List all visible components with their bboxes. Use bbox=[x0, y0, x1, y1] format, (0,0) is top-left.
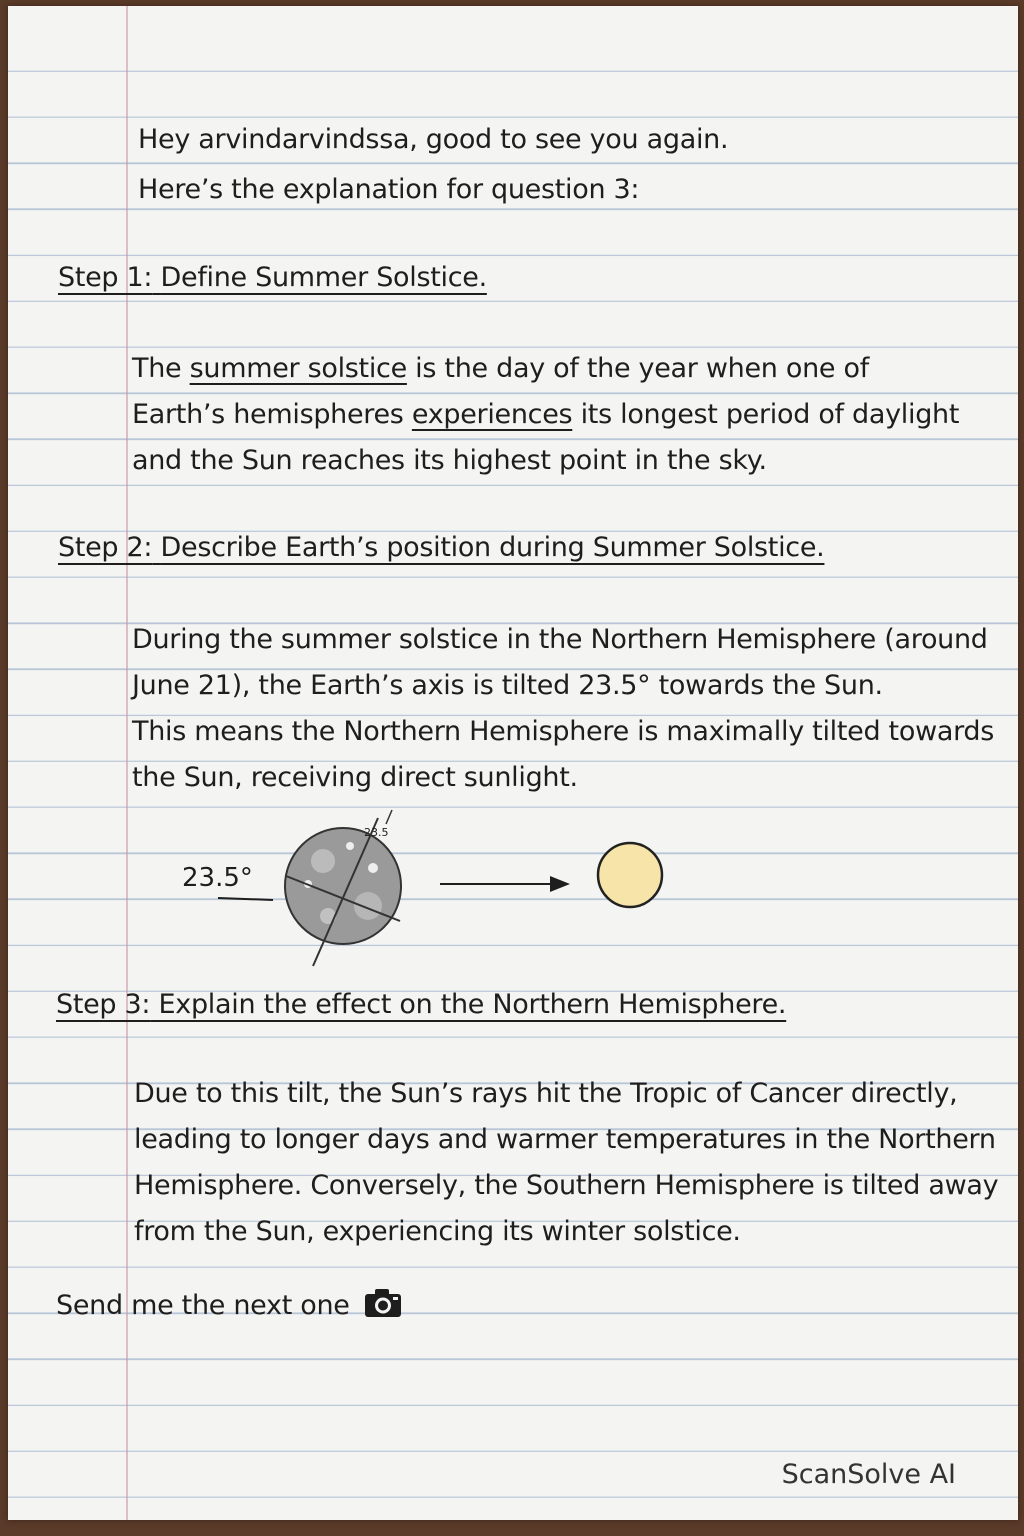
sun-icon bbox=[598, 843, 662, 907]
arrow-right-icon bbox=[440, 876, 570, 892]
step3-paragraph bbox=[134, 1071, 998, 1255]
term-summer-solstice: summer solstice bbox=[189, 353, 407, 384]
camera-icon[interactable] bbox=[364, 1288, 402, 1318]
tilt-label-line bbox=[218, 898, 273, 900]
earth-sun-diagram bbox=[178, 806, 678, 976]
step1-label: Step 1: bbox=[58, 262, 153, 293]
tilt-angle-label: 23.5° bbox=[182, 863, 253, 893]
step2-line-1: During the summer solstice in the Northern Hemisphere (around bbox=[132, 624, 988, 655]
step2-line-2: June 21), the Earth’s axis is tilted 23.5° towards the Sun. bbox=[132, 670, 883, 701]
step1-heading bbox=[58, 262, 487, 293]
step1-line-2-pre: Earth’s hemispheres bbox=[132, 399, 412, 430]
step3-line-3: Hemisphere. Conversely, the Southern Hemisphere is tilted away bbox=[134, 1170, 999, 1201]
brand-watermark: ScanSolve AI bbox=[781, 1459, 956, 1490]
step1-paragraph bbox=[132, 346, 959, 484]
step1-title: Define Summer Solstice. bbox=[160, 262, 487, 293]
step2-paragraph bbox=[132, 617, 994, 801]
step3-line-4: from the Sun, experiencing its winter solstice. bbox=[134, 1216, 741, 1247]
step1-line-3: and the Sun reaches its highest point in the sky. bbox=[132, 445, 767, 476]
step1-line-2-post: its longest period of daylight bbox=[572, 399, 960, 430]
next-question-text: Send me the next one bbox=[56, 1290, 350, 1321]
step2-label: Step 2: bbox=[58, 532, 153, 563]
step3-title: Explain the effect on the Northern Hemisphere. bbox=[158, 989, 787, 1020]
step2-line-4: the Sun, receiving direct sunlight. bbox=[132, 762, 578, 793]
greeting-line-2: Here’s the explanation for question 3: bbox=[138, 174, 640, 205]
notebook-page bbox=[8, 6, 1018, 1520]
term-experiences: experiences bbox=[411, 399, 573, 430]
step2-line-3: This means the Northern Hemisphere is maximally tilted towards bbox=[132, 716, 995, 747]
step1-line-1-pre: The bbox=[132, 353, 190, 384]
step1-line-1-post: is the day of the year when one of bbox=[406, 353, 869, 384]
step3-heading bbox=[56, 989, 786, 1020]
step3-line-1: Due to this tilt, the Sun’s rays hit the Tropic of Cancer directly, bbox=[134, 1078, 958, 1109]
step2-heading bbox=[58, 532, 824, 563]
step1-line-2 bbox=[132, 392, 959, 438]
step3-line-2: leading to longer days and warmer temperatures in the Northern bbox=[134, 1124, 996, 1155]
step2-title: Describe Earth’s position during Summer Solstice. bbox=[160, 532, 825, 563]
axis-angle-small-label: 23.5 bbox=[364, 826, 389, 839]
step1-line-1 bbox=[132, 346, 959, 392]
next-question-prompt[interactable] bbox=[56, 1288, 402, 1321]
greeting-line-1: Hey arvindarvindssa, good to see you again. bbox=[138, 124, 729, 155]
step3-label: Step 3: bbox=[56, 989, 151, 1020]
